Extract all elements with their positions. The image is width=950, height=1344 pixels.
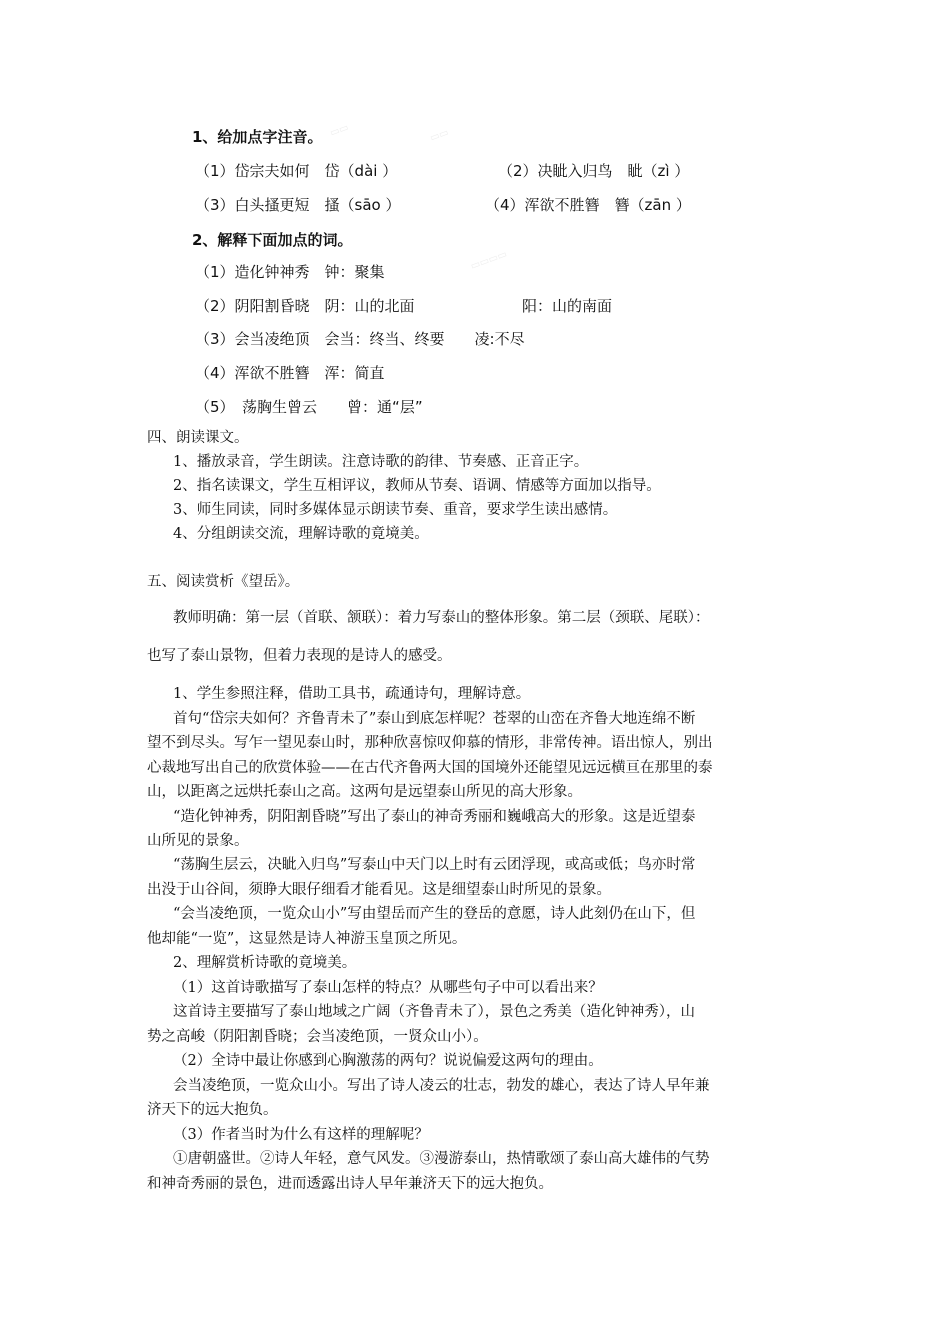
watermark-mark: ▭▭ <box>328 122 351 139</box>
section-5-line: 山所见的景象。 <box>147 833 249 849</box>
section-4-item-1: 1、播放录音，学生朗读。注意诗歌的韵律、节奏感、正音正字。 <box>173 454 589 470</box>
question-2-item-2: （2）阴阳割昏晓 阴：山的北面 <box>195 297 415 315</box>
question-1-item-1: （1）岱宗夫如何 岱（dài ） <box>195 162 398 180</box>
question-2-title: 2、解释下面加点的词。 <box>192 231 353 249</box>
question-2-item-3: （3）会当凌绝顶 会当：终当、终要 凌:不尽 <box>195 330 525 348</box>
section-5-line: 和神奇秀丽的景色，进而透露出诗人早年兼济天下的远大抱负。 <box>147 1176 553 1192</box>
section-5-line: 出没于山谷间，须睁大眼仔细看才能看见。这是细望泰山时所见的景象。 <box>147 882 611 898</box>
question-1-item-4: （4）浑欲不胜簪 簪（zān ） <box>485 196 691 214</box>
question-2-item-5: （5） 荡胸生曾云 曾：通“层” <box>195 398 423 416</box>
question-1-item-3: （3）白头搔更短 搔（sāo ） <box>195 196 401 214</box>
question-1-title: 1、给加点字注音。 <box>192 128 323 146</box>
section-5-line: 心裁地写出自己的欣赏体验——在古代齐鲁两大国的国境外还能望见远远横亘在那里的泰 <box>147 760 713 776</box>
section-5-line: 也写了泰山景物，但着力表现的是诗人的感受。 <box>147 648 452 664</box>
section-5-heading: 五、阅读赏析《望岳》。 <box>147 574 300 590</box>
section-5-line: 会当凌绝顶，一览众山小。写出了诗人凌云的壮志，勃发的雄心，表达了诗人早年兼 <box>173 1078 710 1094</box>
watermark-mark: ▭▭ <box>428 127 451 144</box>
question-1-item-2: （2）决眦入归鸟 眦（zì ） <box>498 162 690 180</box>
question-2-item-4: （4）浑欲不胜簪 浑：简直 <box>195 364 385 382</box>
section-5-line: 这首诗主要描写了泰山地域之广阔（齐鲁青未了），景色之秀美（造化钟神秀），山 <box>173 1004 695 1020</box>
section-5-line: （3）作者当时为什么有这样的理解呢？ <box>173 1127 429 1143</box>
section-5-line: 山，以距离之远烘托泰山之高。这两句是远望泰山所见的高大形象。 <box>147 784 582 800</box>
section-5-line: 1、学生参照注释，借助工具书，疏通诗句，理解诗意。 <box>173 686 531 702</box>
section-4-heading: 四、朗读课文。 <box>147 430 249 446</box>
section-5-line: ①唐朝盛世。②诗人年轻，意气风发。③漫游泰山，热情歌颂了泰山高大雄伟的气势 <box>173 1151 710 1167</box>
section-5-line: “荡胸生层云，决眦入归鸟”写泰山中天门以上时有云团浮现，或高或低；鸟亦时常 <box>173 857 696 873</box>
section-4-item-2: 2、指名读课文，学生互相评议，教师从节奏、语调、情感等方面加以指导。 <box>173 478 661 494</box>
section-5-line: “造化钟神秀，阴阳割昏晓”写出了泰山的神奇秀丽和巍峨高大的形象。这是近望泰 <box>173 809 696 825</box>
section-5-line: 他却能“一览”，这显然是诗人神游玉皇顶之所见。 <box>147 931 467 947</box>
section-5-line: 势之高峻（阴阳割昏晓；会当凌绝顶，一贤众山小）。 <box>147 1029 488 1045</box>
section-5-line: “会当凌绝顶，一览众山小”写由望岳而产生的登岳的意愿，诗人此刻仍在山下，但 <box>173 906 696 922</box>
section-4-item-4: 4、分组朗读交流，理解诗歌的竟境美。 <box>173 526 429 542</box>
section-5-line: （1）这首诗歌描写了泰山怎样的特点？从哪些句子中可以看出来？ <box>173 980 603 996</box>
question-2-item-2b: 阳：山的南面 <box>522 297 613 315</box>
watermark-mark: ▭▭▭▭ <box>469 248 509 273</box>
section-5-line: （2）全诗中最让你感到心胸激荡的两句？说说偏爱这两句的理由。 <box>173 1053 603 1069</box>
section-4-item-3: 3、师生同读，同时多媒体显示朗读节奏、重音，要求学生读出感情。 <box>173 502 618 518</box>
section-5-line: 首句“岱宗夫如何？齐鲁青未了”泰山到底怎样呢？苍翠的山峦在齐鲁大地连绵不断 <box>173 711 696 727</box>
section-5-line: 教师明确：第一层（首联、颔联）：着力写泰山的整体形象。第二层（颈联、尾联）： <box>173 610 710 626</box>
question-2-item-1: （1）造化钟神秀 钟：聚集 <box>195 263 385 281</box>
section-5-line: 济天下的远大抱负。 <box>147 1102 278 1118</box>
section-5-line: 望不到尽头。写乍一望见泰山时，那种欣喜惊叹仰慕的情形，非常传神。语出惊人，别出 <box>147 735 713 751</box>
section-5-line: 2、理解赏析诗歌的竟境美。 <box>173 955 357 971</box>
